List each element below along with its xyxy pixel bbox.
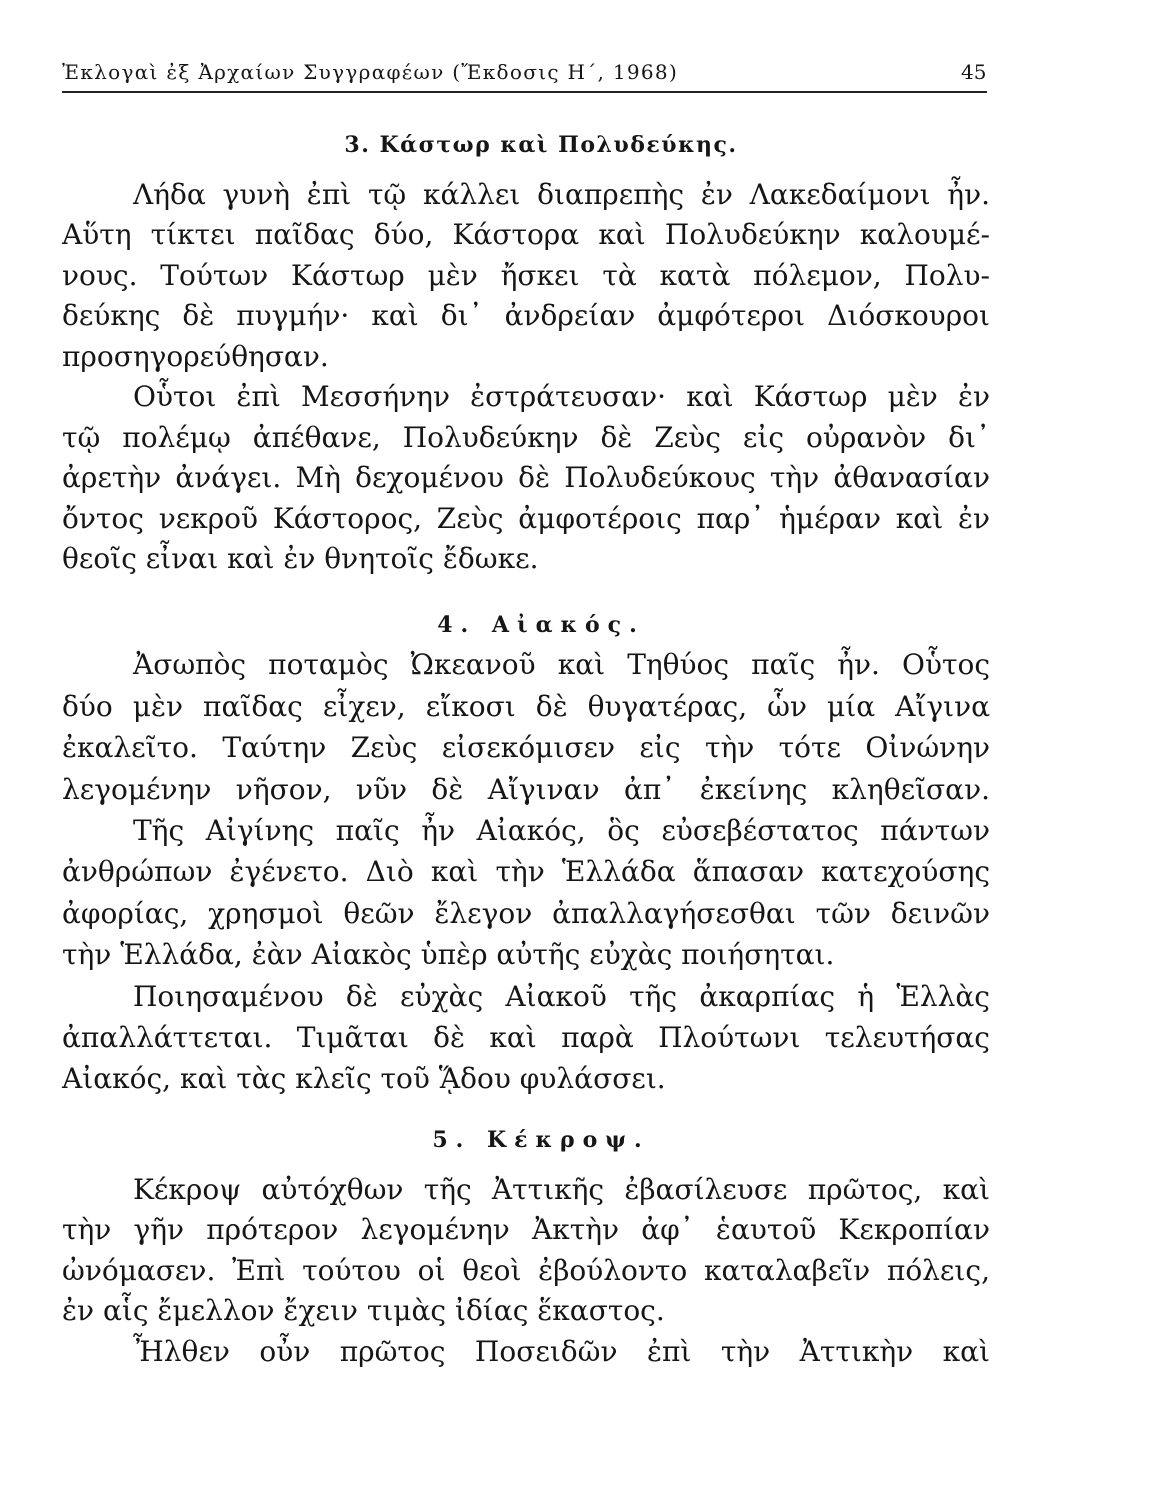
text-line: ἀρετὴν ἀνάγει. Μὴ δεχομένου δὲ Πολυδεύκους τὴν ἀθανασίαν	[62, 461, 990, 495]
section-kastor-polydeukes	[62, 128, 990, 580]
section-kekrops	[62, 1123, 990, 1372]
paragraph	[62, 976, 990, 1100]
section-body	[62, 175, 990, 580]
paragraph	[62, 1332, 990, 1373]
text-line: ὠνόμασεν. Ἐπὶ τούτου οἱ θεοὶ ἐβούλοντο καταλαβεῖν πόλεις,	[62, 1253, 990, 1287]
text-line: Αὕτη τίκτει παῖδας δύο, Κάστορα καὶ Πολυδεύκην καλουμέ-	[62, 218, 990, 252]
text-line: ἀπαλλάττεται. Τιμᾶται δὲ καὶ παρὰ Πλούτωνι τελευτήσας	[62, 1020, 990, 1054]
section-aiakos	[62, 608, 990, 1100]
section-body	[62, 644, 990, 1099]
text-line: ἐκαλεῖτο. Ταύτην Ζεὺς εἰσεκόμισεν εἰς τὴν τότε Οἰνώνην	[62, 731, 990, 765]
page-number: 45	[961, 60, 987, 84]
text-line: ἀφορίας, χρησμοὶ θεῶν ἔλεγον ἀπαλλαγήσεσθαι τῶν δεινῶν	[62, 896, 990, 930]
text-line: Ποιησαμένου δὲ εὐχὰς Αἰακοῦ τῆς ἀκαρπίας ἡ Ἑλλὰς	[133, 979, 990, 1013]
text-line: προσηγορεύθησαν.	[62, 339, 329, 373]
paragraph	[62, 175, 990, 378]
header-rule	[62, 91, 987, 93]
paragraph	[62, 644, 990, 810]
text-line: τῷ πολέμῳ ἀπέθανε, Πολυδεύκην δὲ Ζεὺς εἰς οὐρανὸν δι᾿	[62, 420, 990, 454]
text-line: ἀνθρώπων ἐγένετο. Διὸ καὶ τὴν Ἑλλάδα ἅπασαν κατεχούσης	[62, 855, 990, 889]
text-line: λεγομένην νῆσον, νῦν δὲ Αἴγιναν ἀπ᾿ ἐκείνης κληθεῖσαν.	[62, 772, 990, 806]
paragraph	[62, 1170, 990, 1332]
text-line: Οὗτοι ἐπὶ Μεσσήνην ἐστράτευσαν· καὶ Κάστωρ μὲν ἐν	[133, 380, 990, 414]
section-title: 5. Κέκροψ.	[432, 1127, 650, 1153]
section-title: 3. Κάστωρ καὶ Πολυδεύκης.	[344, 132, 738, 158]
text-line: Ἦλθεν οὖν πρῶτος Ποσειδῶν ἐπὶ τὴν Ἀττικὴν καὶ	[133, 1334, 990, 1368]
text-line: ἐν αἷς ἔμελλον ἔχειν τιμὰς ἰδίας ἕκαστος.	[62, 1294, 665, 1328]
section-title: 4. Αἰακός.	[437, 612, 645, 638]
text-line: τὴν Ἑλλάδα, ἐὰν Αἰακὸς ὑπὲρ αὐτῆς εὐχὰς ποιήσηται.	[62, 938, 835, 972]
paragraph	[62, 810, 990, 976]
text-line: Αἰακός, καὶ τὰς κλεῖς τοῦ ᾍδου φυλάσσει.	[62, 1062, 666, 1096]
text-line: θεοῖς εἶναι καὶ ἐν θνητοῖς ἔδωκε.	[62, 542, 539, 576]
text-line: Λήδα γυνὴ ἐπὶ τῷ κάλλει διαπρεπὴς ἐν Λακεδαίμονι ἦν.	[133, 177, 990, 211]
text-line: ὄντος νεκροῦ Κάστορος, Ζεὺς ἀμφοτέροις παρ᾿ ἡμέραν καὶ ἐν	[62, 501, 990, 535]
text-line: Τῆς Αἰγίνης παῖς ἦν Αἰακός, ὃς εὐσεβέστατος πάντων	[133, 813, 990, 847]
text-line: δύο μὲν παῖδας εἶχεν, εἴκοσι δὲ θυγατέρας, ὧν μία Αἴγινα	[62, 689, 990, 723]
text-line: τὴν γῆν πρότερον λεγομένην Ἀκτὴν ἀφ᾿ ἑαυτοῦ Κεκροπίαν	[62, 1213, 990, 1247]
running-head: Ἐκλογαὶ ἐξ Ἀρχαίων Συγγραφέων (Ἔκδοσις Η΄, 1968)	[62, 60, 679, 84]
text-line: δεύκης δὲ πυγμήν· καὶ δι᾿ ἀνδρείαν ἀμφότεροι Διόσκουροι	[62, 299, 990, 333]
text-line: Κέκροψ αὐτόχθων τῆς Ἀττικῆς ἐβασίλευσε πρῶτος, καὶ	[133, 1172, 990, 1206]
section-body	[62, 1170, 990, 1373]
text-line: νους. Τούτων Κάστωρ μὲν ἤσκει τὰ κατὰ πόλεμον, Πολυ-	[62, 258, 990, 292]
text-line: Ἀσωπὸς ποταμὸς Ὠκεανοῦ καὶ Τηθύος παῖς ἦν. Οὗτος	[133, 648, 990, 682]
paragraph	[62, 377, 990, 580]
